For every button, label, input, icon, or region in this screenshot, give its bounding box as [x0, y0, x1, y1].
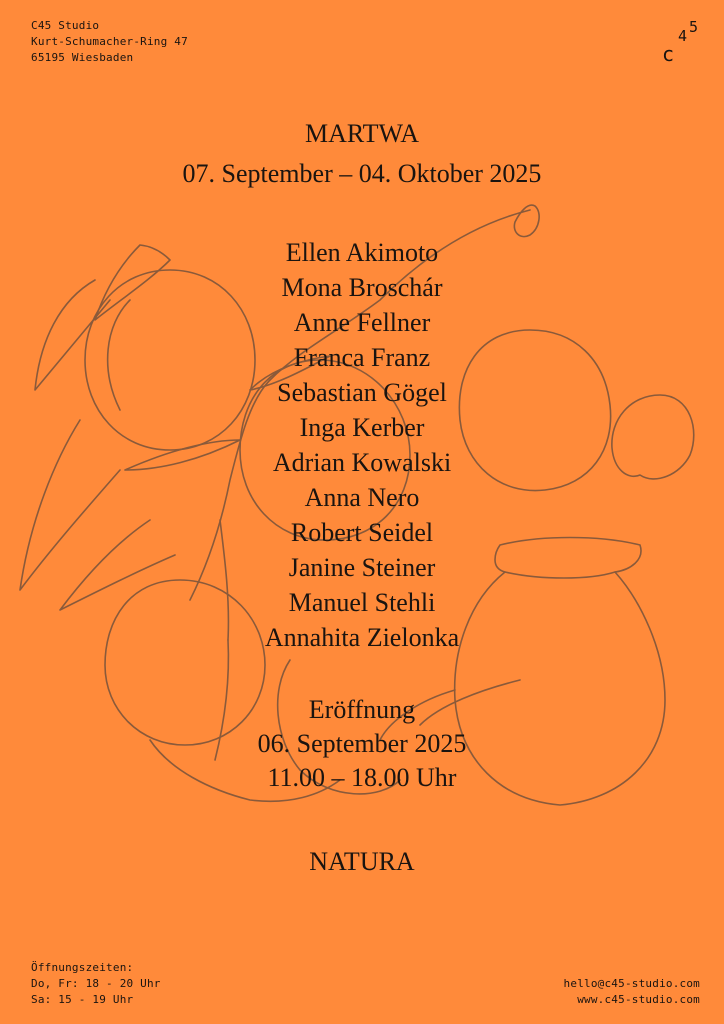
artist-name: Anne Fellner — [293, 308, 431, 337]
artist-name: Annahita Zielonka — [264, 623, 460, 652]
artist-name: Manuel Stehli — [288, 588, 436, 617]
opening-time: 11.00 – 18.00 Uhr — [267, 763, 457, 792]
artist-name: Adrian Kowalski — [272, 448, 452, 477]
artist-name: Ellen Akimoto — [285, 238, 439, 267]
website-link[interactable]: www.c45-studio.com — [577, 993, 700, 1006]
artist-name: Mona Broschár — [281, 273, 443, 302]
opening-label: Eröffnung — [308, 695, 416, 724]
artist-name: Inga Kerber — [299, 413, 425, 442]
logo-c: c — [662, 42, 675, 66]
logo-4: 4 — [678, 27, 688, 45]
email-link[interactable]: hello@c45-studio.com — [563, 977, 700, 990]
exhibition-title: MARTWA — [305, 119, 419, 148]
artist-list — [0, 235, 724, 655]
opening-date: 06. September 2025 — [257, 729, 467, 758]
studio-city: 65195 Wiesbaden — [31, 51, 134, 64]
opening-hours — [31, 960, 161, 1008]
hours-sat: Sa: 15 - 19 Uhr — [31, 993, 134, 1006]
exhibition-dates: 07. September – 04. Oktober 2025 — [182, 159, 542, 188]
studio-street: Kurt-Schumacher-Ring 47 — [31, 35, 188, 48]
opening-info — [0, 692, 724, 794]
studio-name: C45 Studio — [31, 19, 100, 32]
contact-info — [564, 976, 700, 1008]
artist-name: Robert Seidel — [290, 518, 434, 547]
logo-5: 5 — [689, 18, 699, 36]
artist-name: Franca Franz — [293, 343, 431, 372]
artist-name: Sebastian Gögel — [277, 378, 447, 407]
exhibition-subtitle: NATURA — [309, 847, 415, 876]
c45-logo — [660, 20, 708, 68]
hours-thu-fri: Do, Fr: 18 - 20 Uhr — [31, 977, 161, 990]
studio-address — [31, 18, 188, 66]
artist-name: Janine Steiner — [288, 553, 436, 582]
artist-name: Anna Nero — [304, 483, 420, 512]
hours-label: Öffnungszeiten: — [31, 961, 134, 974]
